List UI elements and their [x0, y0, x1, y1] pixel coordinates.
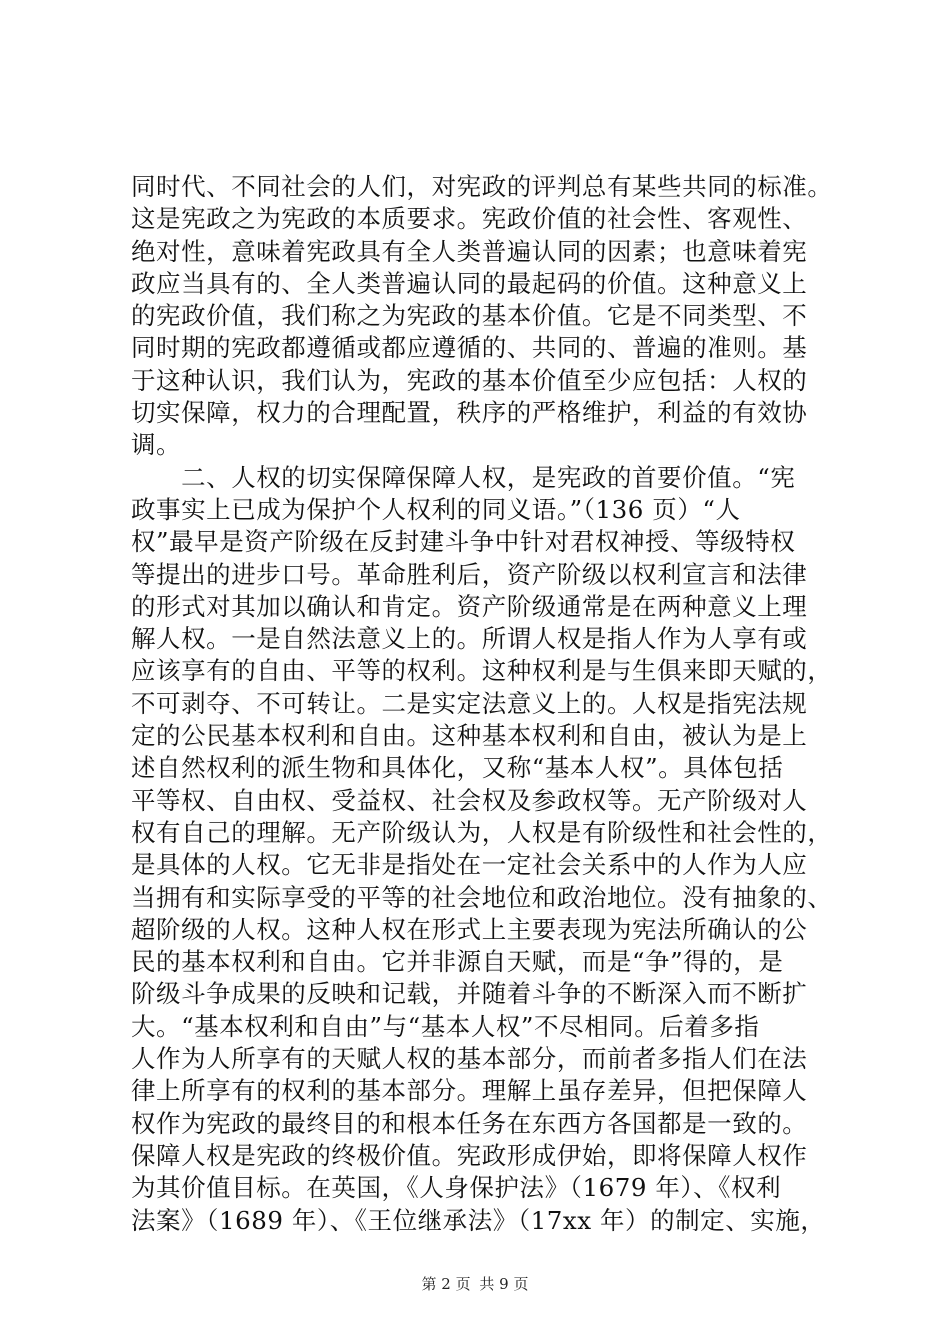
text-line: 律上所享有的权利的基本部分。理解上虽存差异，但把保障人 [131, 1076, 808, 1106]
text-line: 绝对性，意味着宪政具有全人类普遍认同的因素；也意味着宪 [131, 236, 808, 266]
text-line: 大。“基本权利和自由”与“基本人权”不尽相同。后着多指 [131, 1011, 760, 1041]
text-line: 平等权、自由权、受益权、社会权及参政权等。无产阶级对人 [131, 785, 808, 815]
text-line: 解人权。一是自然法意义上的。所谓人权是指人作为人享有或 [131, 624, 808, 654]
text-line: 民的基本权利和自由。它并非源自天赋，而是“争”得的，是 [131, 947, 784, 977]
text-line: 当拥有和实际享受的平等的社会地位和政治地位。没有抽象的、 [131, 882, 833, 912]
text-line: 权”最早是资产阶级在反封建斗争中针对君权神授、等级特权 [131, 527, 796, 557]
text-line: 的形式对其加以确认和肯定。资产阶级通常是在两种意义上理 [131, 591, 808, 621]
text-line: 于这种认识，我们认为，宪政的基本价值至少应包括：人权的 [131, 365, 808, 395]
text-line: 应该享有的自由、平等的权利。这种权利是与生俱来即天赋的， [131, 656, 833, 686]
text-line: 不可剥夺、不可转让。二是实定法意义上的。人权是指宪法规 [131, 688, 808, 718]
document-body [131, 171, 851, 1237]
text-line: 为其价值目标。在英国，《人身保护法》（1679 年）、《权利 [131, 1173, 782, 1203]
text-line: 政事实上已成为保护个人权利的同义语。”（136 页）“人 [131, 494, 741, 524]
text-line: 等提出的进步口号。革命胜利后，资产阶级以权利宣言和法律 [131, 559, 808, 589]
text-line: 法案》（1689 年）、《王位继承法》（17xx 年）的制定、实施， [131, 1205, 826, 1235]
text-line: 二、人权的切实保障保障人权，是宪政的首要价值。“宪 [131, 462, 796, 492]
page-total: 共 9 页 [479, 1275, 529, 1293]
page-footer [0, 1274, 950, 1294]
text-line: 这是宪政之为宪政的本质要求。宪政价值的社会性、客观性、 [131, 204, 808, 234]
text-line: 是具体的人权。它无非是指处在一定社会关系中的人作为人应 [131, 850, 808, 880]
text-line: 阶级斗争成果的反映和记载，并随着斗争的不断深入而不断扩 [131, 979, 808, 1009]
text-line: 保障人权是宪政的终极价值。宪政形成伊始，即将保障人权作 [131, 1140, 808, 1170]
text-line: 权作为宪政的最终目的和根本任务在东西方各国都是一致的。 [131, 1108, 808, 1138]
text-line: 政应当具有的、全人类普遍认同的最起码的价值。这种意义上 [131, 268, 808, 298]
text-line: 切实保障，权力的合理配置，秩序的严格维护，利益的有效协 [131, 398, 808, 428]
text-line: 同时期的宪政都遵循或都应遵循的、共同的、普遍的准则。基 [131, 333, 808, 363]
text-line: 权有自己的理解。无产阶级认为，人权是有阶级性和社会性的， [131, 817, 833, 847]
text-line: 同时代、不同社会的人们，对宪政的评判总有某些共同的标准。 [131, 172, 833, 201]
text-line: 调。 [131, 430, 182, 460]
text-line: 人作为人所享有的天赋人权的基本部分，而前者多指人们在法 [131, 1044, 808, 1074]
text-line: 超阶级的人权。这种人权在形式上主要表现为宪法所确认的公 [131, 914, 808, 944]
page-number: 第 2 页 [421, 1275, 471, 1293]
text-line: 述自然权利的派生物和具体化，又称“基本人权”。具体包括 [131, 753, 784, 783]
text-line: 定的公民基本权利和自由。这种基本权利和自由，被认为是上 [131, 721, 808, 751]
text-line: 的宪政价值，我们称之为宪政的基本价值。它是不同类型、不 [131, 301, 808, 331]
